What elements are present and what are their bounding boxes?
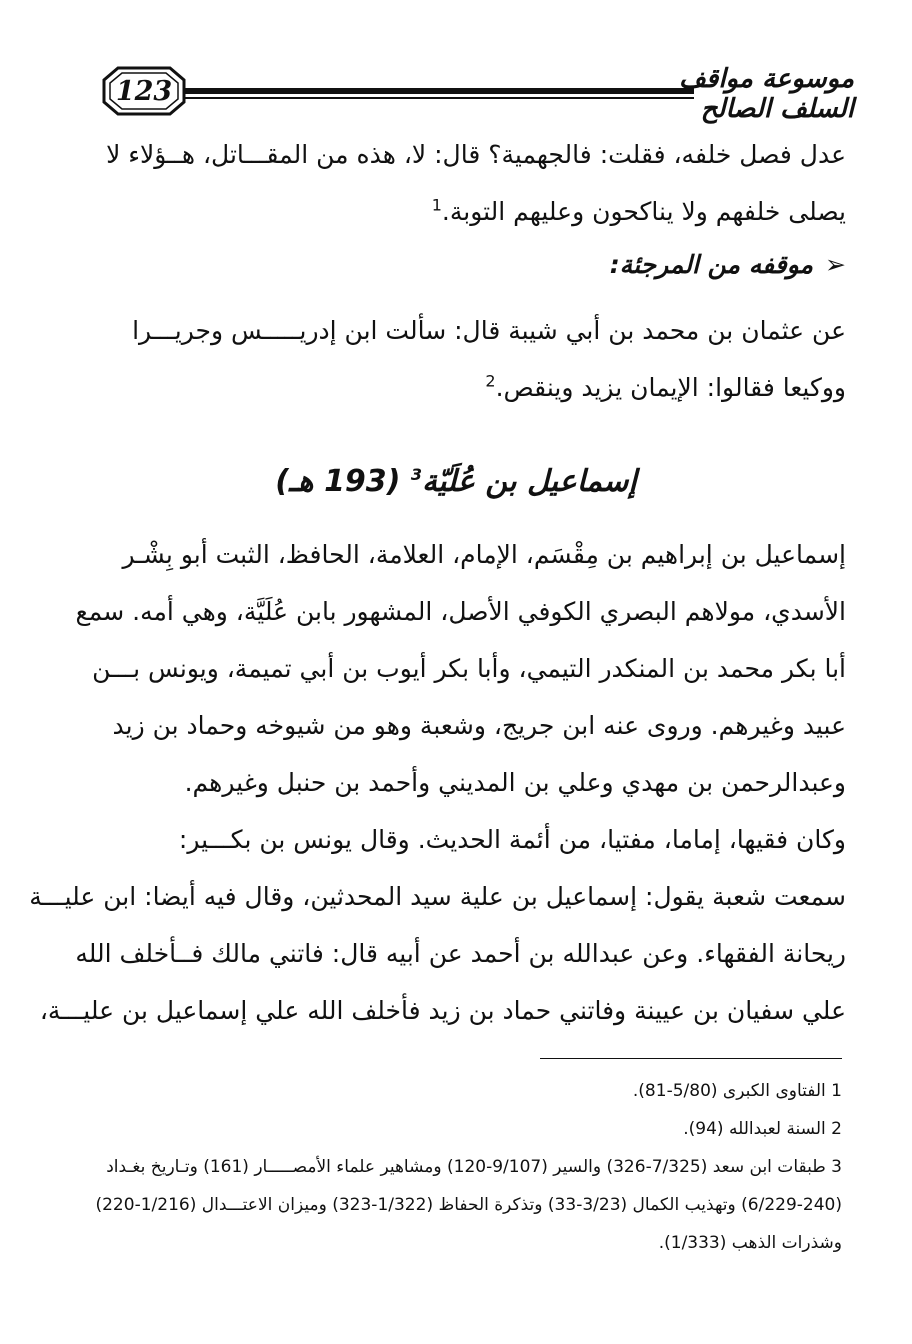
text-line: ريحانة الفقهاء. وعن عبدالله بن أحمد عن أبيه قال: فاتني مالك فــأخلف الله bbox=[75, 939, 846, 968]
biography-title bbox=[0, 464, 912, 499]
footnote-ref: 3 bbox=[410, 465, 422, 484]
text-line bbox=[104, 183, 846, 240]
text-line: عدل فصل خلفه، فقلت: فالجهمية؟ قال: لا، هذه من المقـــاتل، هــؤلاء لا bbox=[106, 140, 846, 169]
footnote-separator bbox=[540, 1058, 842, 1059]
footnote: 2 السنة لعبدالله (94). bbox=[683, 1119, 842, 1139]
footnote: وشذرات الذهب (1/333). bbox=[658, 1233, 842, 1253]
text-line: عن عثمان بن محمد بن أبي شيبة قال: سألت ابن إدريـــــس وجريـــرا bbox=[132, 316, 846, 345]
footnote-ref: 1 bbox=[431, 195, 442, 215]
footnote-ref: 2 bbox=[485, 371, 496, 391]
biography-text bbox=[29, 526, 846, 1039]
paragraph-1 bbox=[104, 126, 846, 240]
text-line-content: يصلى خلفهم ولا يناكحون وعليهم التوبة. bbox=[441, 197, 846, 226]
biography-name: إسماعيل بن عُلَيّة bbox=[422, 464, 637, 499]
text-line: سمعت شعبة يقول: إسماعيل بن علية سيد المحدثين، وقال فيه أيضا: ابن عليـــة bbox=[29, 882, 846, 911]
header-rule bbox=[184, 88, 694, 94]
text-line: وكان فقيها، إماما، مفتيا، من أئمة الحديث. وقال يونس بن بكـــير: bbox=[178, 825, 846, 854]
page-number: 123 bbox=[115, 76, 173, 107]
section-heading-text: موقفه من المرجئة: bbox=[609, 250, 814, 279]
footnote: 1 الفتاوى الكبرى (5/80-81). bbox=[632, 1081, 842, 1101]
series-title: موسوعة مواقف السلف الصالح bbox=[678, 64, 854, 124]
footnotes bbox=[95, 1072, 842, 1262]
text-line: وعبدالرحمن بن مهدي وعلي بن المديني وأحمد بن حنبل وغيرهم. bbox=[184, 768, 846, 797]
page-number-badge bbox=[102, 66, 186, 116]
biography-year: (193 هـ) bbox=[275, 464, 401, 499]
text-line: علي سفيان بن عيينة وفاتني حماد بن زيد فأخلف الله علي إسماعيل بن عليـــة، bbox=[39, 996, 846, 1025]
text-line-content: ووكيعا فقالوا: الإيمان يزيد وينقص. bbox=[495, 373, 846, 402]
text-line: إسماعيل بن إبراهيم بن مِقْسَم، الإمام، العلامة، الحافظ، الثبت أبو بِشْـر bbox=[122, 540, 846, 569]
text-line bbox=[104, 359, 846, 416]
paragraph-2 bbox=[104, 302, 846, 416]
text-line: الأسدي، مولاهم البصري الكوفي الأصل، المشهور بابن عُلَيَّة، وهي أمه. سمع bbox=[75, 597, 846, 626]
section-heading bbox=[610, 250, 846, 279]
page-header bbox=[96, 62, 856, 124]
text-line: عبيد وغيرهم. وروى عنه ابن جريج، وشعبة وهو من شيوخه وحماد بن زيد bbox=[112, 711, 846, 740]
footnote: (6/229-240) وتهذيب الكمال (3/23-33) وتذكرة الحفاظ (1/322-323) وميزان الاعتـــدال (1/216-220) bbox=[95, 1195, 842, 1215]
text-line: أبا بكر محمد بن المنكدر التيمي، وأبا بكر أيوب بن أبي تميمة، ويونس بـــن bbox=[92, 654, 846, 683]
header-rule-thin bbox=[184, 97, 694, 99]
arrow-bullet-icon: ➢ bbox=[825, 250, 846, 279]
footnote: 3 طبقات ابن سعد (7/325-326) والسير (9/107-120) ومشاهير علماء الأمصـــــار (161) وتـاريخ بغـداد bbox=[106, 1157, 842, 1177]
